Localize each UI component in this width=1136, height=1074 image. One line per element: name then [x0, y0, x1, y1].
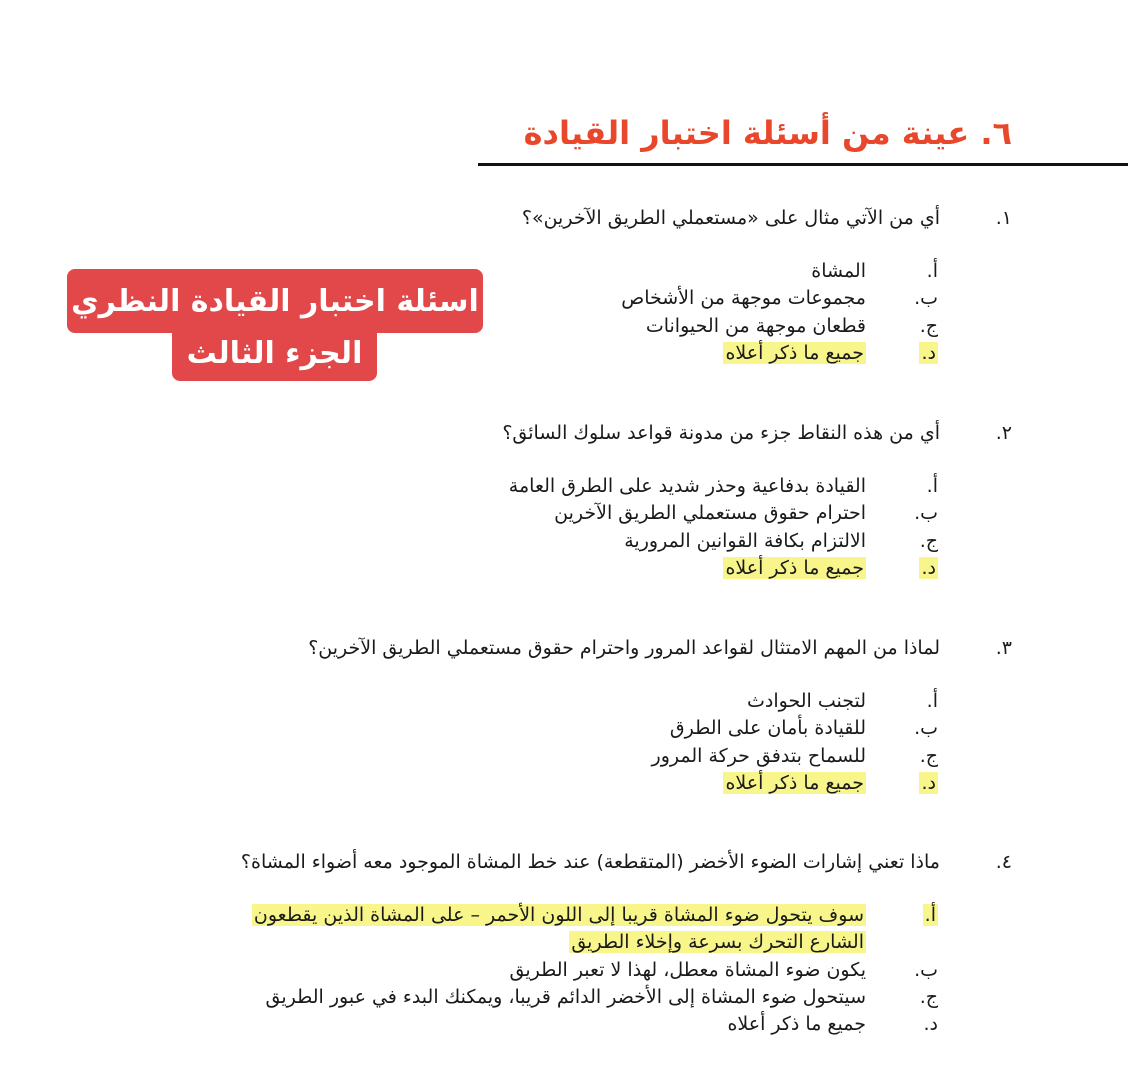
option-letter: ب. [914, 502, 938, 525]
option-letter: أ. [926, 260, 938, 282]
option-letter-line [920, 983, 938, 1011]
option-letter-line [927, 257, 938, 285]
option-text: لتجنب الحوادث [747, 690, 866, 712]
option-letter: ج. [919, 744, 938, 767]
question-number-line [996, 204, 1012, 232]
option-text: للسماح بتدفق حركة المرور [651, 744, 866, 767]
option-text: القيادة بدفاعية وحذر شديد على الطرق العامة [508, 475, 866, 497]
option-letter: أ. [926, 690, 938, 712]
option-text-line [266, 983, 866, 1011]
option-letter-line [927, 687, 938, 715]
question-text: أي من الآتي مثال على «مستعملي الطريق الآخرين»؟ [521, 207, 940, 229]
option-text: للقيادة بأمان على الطرق [669, 717, 866, 740]
option-text-line [509, 472, 866, 500]
question-text: لماذا من المهم الامتثال لقواعد المرور واحترام حقوق مستعملي الطريق الآخرين؟ [308, 637, 940, 659]
option-letter-line [914, 499, 938, 527]
option-letter: أ. [926, 475, 938, 497]
question-number: ٤. [995, 851, 1012, 873]
option-text-line [723, 554, 866, 582]
option-text: جميع ما ذكر أعلاه [725, 556, 864, 579]
option-text-line [723, 339, 866, 367]
option-text-line [624, 527, 866, 555]
badge-line2 [172, 325, 377, 381]
question-number-line [996, 848, 1012, 876]
option-letter-line [920, 527, 938, 555]
option-letter-line [914, 284, 938, 312]
option-text: قطعان موجهة من الحيوانات [645, 314, 866, 337]
option-letter-line [919, 769, 938, 797]
option-letter: ج. [919, 314, 938, 337]
option-text-line [670, 714, 866, 742]
option-text-line [747, 687, 866, 715]
option-text-line2-line [569, 928, 866, 956]
option-letter: د. [921, 771, 936, 794]
option-letter: ب. [914, 287, 938, 310]
option-letter-line [919, 339, 938, 367]
option-letter: د. [923, 1013, 938, 1036]
option-text: سيتحول ضوء المشاة إلى الأخضر الدائم قريبا، ويمكنك البدء في عبور الطريق [265, 985, 866, 1008]
option-text-line2: الشارع التحرك بسرعة وإخلاء الطريق [571, 931, 864, 954]
option-text-line [811, 257, 866, 285]
question-number-line [996, 634, 1012, 662]
option-letter-line [927, 472, 938, 500]
title-divider [478, 163, 1128, 166]
option-text: احترام حقوق مستعملي الطريق الآخرين [554, 502, 866, 525]
option-text: مجموعات موجهة من الأشخاص [621, 287, 866, 310]
option-letter: د. [921, 556, 936, 579]
section-title: ٦. عينة من أسئلة اختبار القيادة [523, 114, 1012, 152]
option-letter-line [914, 956, 938, 984]
option-text-line [652, 742, 866, 770]
option-text-line [554, 499, 866, 527]
question-text: ماذا تعني إشارات الضوء الأخضر (المتقطعة) عند خط المشاة الموجود معه أضواء المشاة؟ [240, 851, 940, 873]
option-text: جميع ما ذكر أعلاه [727, 1013, 866, 1036]
option-text: الالتزام بكافة القوانين المرورية [624, 529, 866, 552]
option-text-line [621, 284, 866, 312]
badge-line1 [67, 269, 483, 333]
option-text-line [646, 312, 866, 340]
option-letter-line [920, 742, 938, 770]
option-text: المشاة [811, 260, 866, 282]
option-letter: ج. [919, 985, 938, 1008]
option-text: جميع ما ذكر أعلاه [725, 341, 864, 364]
question-number: ٢. [995, 422, 1012, 444]
question-text-line [308, 634, 940, 662]
option-letter-line [919, 554, 938, 582]
option-letter: ب. [914, 958, 938, 981]
option-text: يكون ضوء المشاة معطل، لهذا لا تعبر الطريق [509, 958, 866, 981]
option-letter-line [923, 901, 938, 929]
option-letter: ج. [919, 529, 938, 552]
option-text-line [723, 769, 866, 797]
option-text-line [727, 1010, 866, 1038]
question-number: ١. [995, 207, 1012, 229]
question-text: أي من هذه النقاط جزء من مدونة قواعد سلوك السائق؟ [502, 422, 940, 444]
option-letter: ب. [914, 717, 938, 740]
question-text-line [502, 419, 940, 447]
question-number-line [996, 419, 1012, 447]
question-text-line [241, 848, 940, 876]
question-number: ٣. [995, 637, 1012, 659]
badge-line1-text: اسئلة اختبار القيادة النظري [71, 283, 479, 319]
badge-line2-text: الجزء الثالث [186, 335, 363, 371]
option-letter-line [923, 1010, 938, 1038]
option-letter: د. [921, 341, 936, 364]
option-text-line [252, 901, 866, 929]
option-letter-line [920, 312, 938, 340]
question-text-line [522, 204, 940, 232]
option-text-line [510, 956, 866, 984]
option-text: جميع ما ذكر أعلاه [725, 771, 864, 794]
option-letter-line [914, 714, 938, 742]
option-letter: أ. [924, 904, 936, 926]
option-text: سوف يتحول ضوء المشاة قريبا إلى اللون الأحمر – على المشاة الذين يقطعون [253, 904, 864, 926]
